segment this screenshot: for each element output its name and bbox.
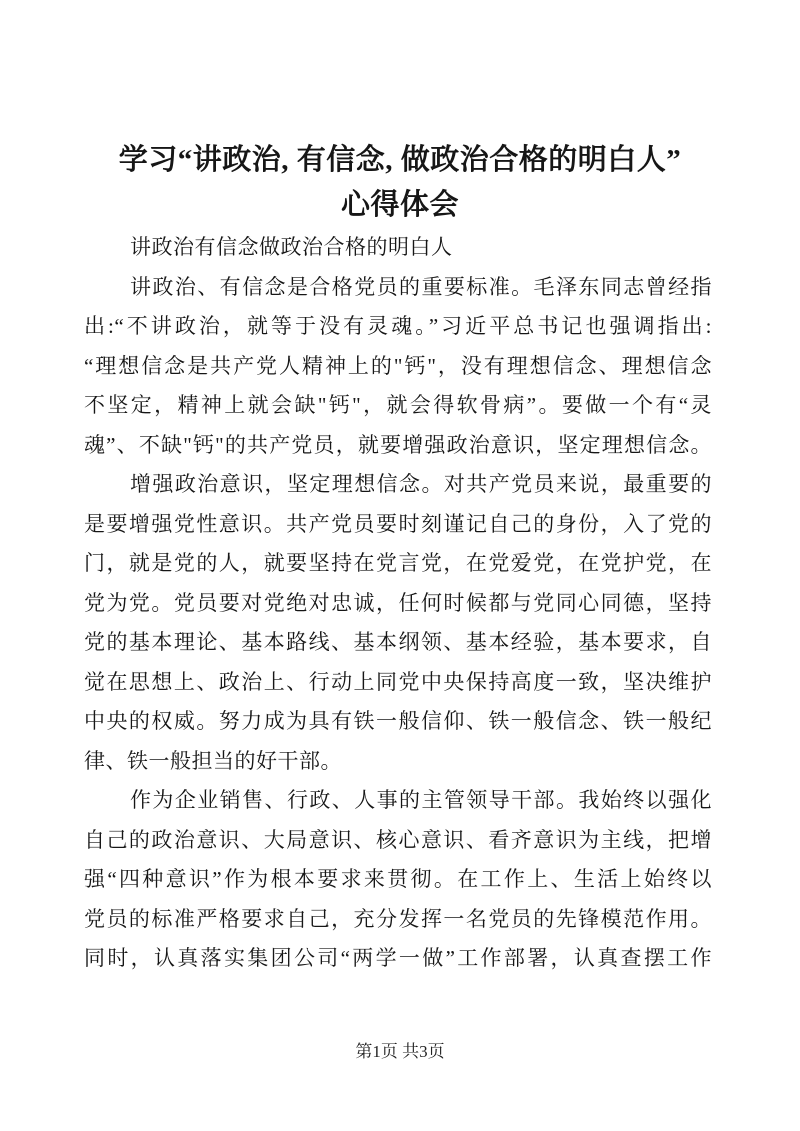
page-number-text: 第1页 共3页 <box>355 1042 445 1061</box>
text-line: 中央的权威。努力成为具有铁一般信仰、铁一般信念、铁一般纪 <box>84 709 712 733</box>
text-line: 讲政治、有信念是合格党员的重要标准。毛泽东同志曾经指 <box>130 274 712 299</box>
text-line: 魂”、不缺"钙"的共产党员，就要增强政治意识，坚定理想信念。 <box>84 432 712 457</box>
text-line: 是要增强党性意识。共产党员要时刻谨记自己的身份，入了党的 <box>84 511 712 536</box>
document-title <box>0 0 800 228</box>
text-line: 党的基本理论、基本路线、基本纲领、基本经验，基本要求，自 <box>84 630 712 654</box>
text-line: 党员的标准严格要求自己，充分发挥一名党员的先锋模范作用。 <box>84 906 712 931</box>
document-body <box>84 228 712 979</box>
title-line-1: 学习“讲政治, 有信念, 做政治合格的明白人” <box>118 144 682 176</box>
text-line: 讲政治有信念做政治合格的明白人 <box>130 235 453 259</box>
text-line: 强“四种意识”作为根本要求来贯彻。在工作上、生活上始终以 <box>84 867 712 891</box>
text-line: 不坚定，精神上就会缺"钙"，就会得软骨病”。要做一个有“灵 <box>84 393 712 417</box>
text-line: 出:“不讲政治，就等于没有灵魂。”习近平总书记也强调指出: <box>84 314 712 338</box>
text-line: 律、铁一般担当的好干部。 <box>84 748 342 773</box>
text-line: 党为党。党员要对党绝对忠诚，任何时候都与党同心同德，坚持 <box>84 590 712 615</box>
page-footer <box>0 1040 800 1064</box>
title-line-2: 心得体会 <box>340 189 459 221</box>
text-line: 自己的政治意识、大局意识、核心意识、看齐意识为主线，把增 <box>84 827 712 852</box>
text-line: 作为企业销售、行政、人事的主管领导干部。我始终以强化 <box>130 788 712 812</box>
text-line: 门，就是党的人，就要坚持在党言党，在党爱党，在党护党，在 <box>84 551 712 575</box>
text-line: 同时，认真落实集团公司“两学一做”工作部署，认真查摆工作 <box>84 946 712 970</box>
text-line: 觉在思想上、政治上、行动上同党中央保持高度一致，坚决维护 <box>84 669 712 694</box>
text-line: “理想信念是共产党人精神上的"钙"，没有理想信念、理想信念 <box>84 353 712 378</box>
text-line: 增强政治意识，坚定理想信念。对共产党员来说，最重要的 <box>130 472 712 496</box>
